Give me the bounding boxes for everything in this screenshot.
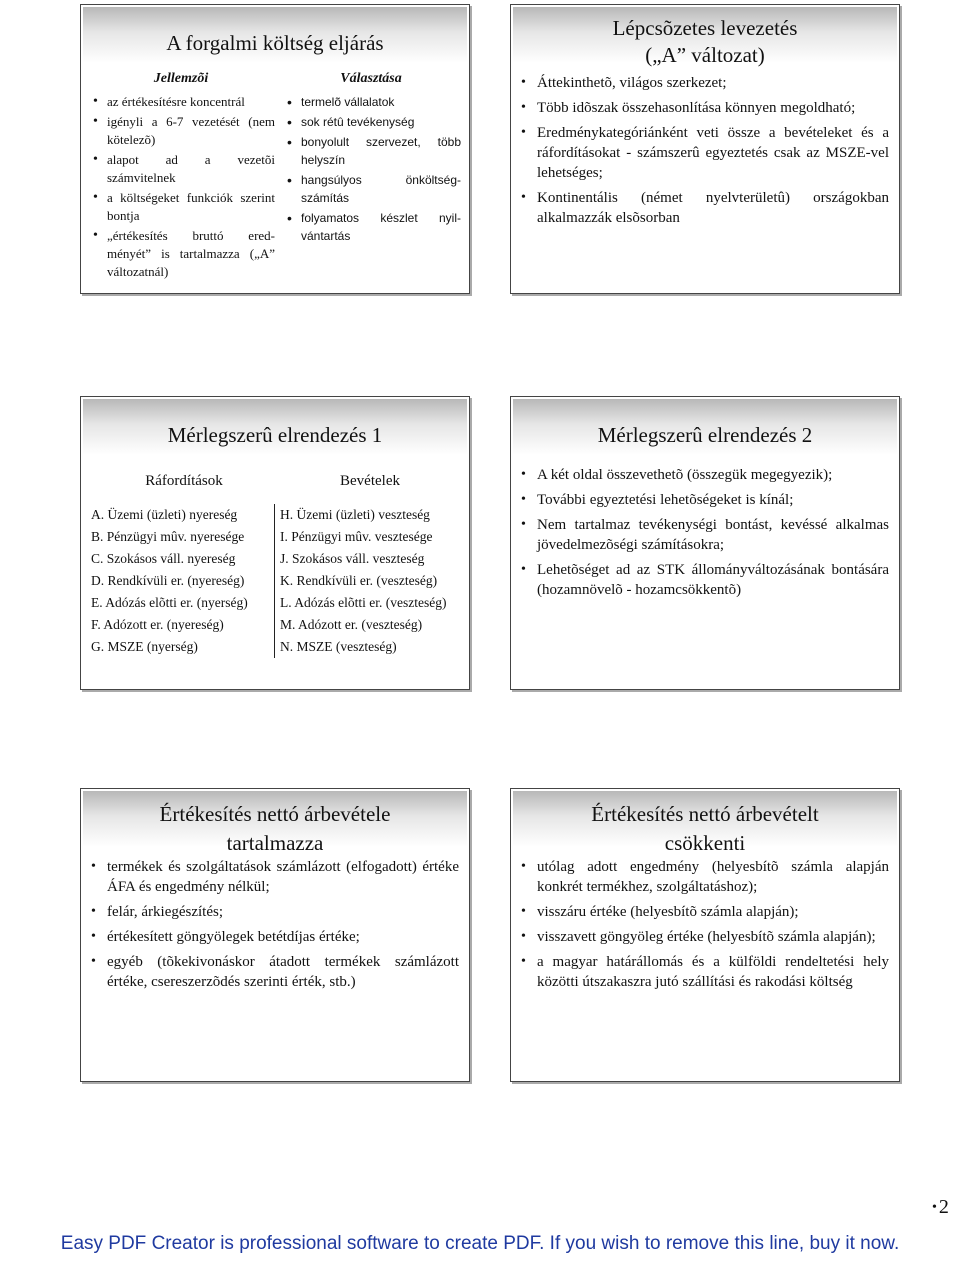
- list-item: • sok rétû tevékenység: [281, 113, 461, 131]
- title-line: tartalmazza: [226, 831, 324, 855]
- table-row: E. Adózás elõtti er. (nyerség): [91, 595, 248, 610]
- table-row: D. Rendkívüli er. (nyereség): [91, 573, 245, 588]
- revenues-column: [280, 504, 463, 658]
- table-row: B. Pénzügyi mûv. nyeresége: [91, 529, 245, 544]
- column-heading: Választása: [340, 71, 402, 86]
- slide-netto-arbevetel-tartalmazza: [80, 788, 470, 1082]
- page-number-value: 2: [938, 1196, 949, 1218]
- expenses-column: [91, 504, 275, 658]
- list-item: • az értékesítésre koncentrál: [87, 93, 275, 111]
- table-row: J. Szokásos váll. veszteség: [280, 551, 425, 566]
- table-row: H. Üzemi (üzleti) veszteség: [280, 507, 430, 522]
- list-item: • Áttekinthetõ, világos szerkezet;: [515, 73, 889, 93]
- list-item: • alapot ad a vezetõi számvitelnek: [87, 151, 275, 187]
- slide-lepcsozetes: [510, 4, 900, 294]
- slide-title: Mérlegszerû elrendezés 1: [167, 423, 383, 447]
- list-item: • hangsúlyos önköltség-számítás: [281, 171, 461, 207]
- title-line: Értékesítés nettó árbevétele: [159, 802, 391, 826]
- page-number: [932, 1196, 949, 1219]
- list-item: • bonyolult szervezet, több helyszín: [281, 133, 461, 169]
- list-item: • visszavett göngyöleg értéke (helyesbítõ számla alapján);: [515, 927, 889, 947]
- list-item: • A két oldal összevethetõ (összegük megegyezik);: [515, 465, 889, 485]
- slide-title: [511, 800, 899, 858]
- list-item: • a költségeket funkciók szerint bontja: [87, 189, 275, 225]
- table-row: C. Szokásos váll. nyereség: [91, 551, 236, 566]
- list-item: • értékesített göngyölegek betétdíjas értéke;: [85, 927, 459, 947]
- list-item: • Lehetõséget ad az STK állományváltozásának bontására (hozamnövelõ - hozamcsökkentõ): [515, 560, 889, 600]
- slide-title: A forgalmi költség eljárás: [166, 31, 384, 55]
- table-row: L. Adózás elõtti er. (veszteség): [280, 595, 447, 610]
- list-item: • egyéb (tõkekivonáskor átadott termékek számlázott értéke, csereszerzõdés szerinti érték, stb.): [85, 952, 459, 992]
- slide-title: [81, 800, 469, 858]
- slide-netto-arbevetel-csokkenti: [510, 788, 900, 1082]
- list-item: • Eredménykategóriánként veti össze a bevételeket és a ráfordításokat - számszerû egyeztetés csak az MSZE-vel lehetséges;: [515, 123, 889, 183]
- column-heading: Jellemzõi: [153, 71, 209, 86]
- table-row: I. Pénzügyi mûv. vesztesége: [280, 529, 433, 544]
- bullet-icon: •: [932, 1200, 937, 1216]
- slide-merlegszeru-2: [510, 396, 900, 690]
- bullet-list: [515, 857, 889, 997]
- title-line: csökkenti: [664, 831, 746, 855]
- choice-list: [281, 93, 461, 245]
- slide-forgalmi-koltseg: [80, 4, 470, 294]
- list-item: • termékek és szolgáltatások számlázott (elfogadott) értéke ÁFA és engedmény nélkül;: [85, 857, 459, 897]
- bullet-list: [515, 73, 889, 233]
- choice-column: [281, 71, 461, 247]
- list-item: • „értékesítés bruttó ered-ményét” is tartalmazza („A” változatnál): [87, 227, 275, 281]
- title-line: Lépcsõzetes levezetés: [612, 16, 798, 40]
- list-item: • folyamatos készlet nyil-vántartás: [281, 209, 461, 245]
- list-item: • Nem tartalmaz tevékenységi bontást, kevéssé alkalmas jövedelmezõségi számításokra;: [515, 515, 889, 555]
- list-item: • a magyar határállomás és a külföldi rendeltetési hely közötti útszakaszra jutó szállítási és rakodási költség: [515, 952, 889, 992]
- list-item: • igényli a 6-7 vezetését (nem kötelezõ): [87, 113, 275, 149]
- table-row: A. Üzemi (üzleti) nyereség: [91, 507, 238, 522]
- pdf-creator-footer: Easy PDF Creator is professional software to create PDF. If you wish to remove this line, buy it now.: [60, 1233, 900, 1254]
- slide-title: [511, 15, 899, 69]
- list-item: • visszáru értéke (helyesbítõ számla alapján);: [515, 902, 889, 922]
- list-item: • Kontinentális (német nyelvterületû) országokban alkalmazzák elsõsorban: [515, 188, 889, 228]
- list-item: • termelõ vállalatok: [281, 93, 461, 111]
- slide-title: Mérlegszerû elrendezés 2: [597, 423, 813, 447]
- characteristics-column: [87, 71, 275, 283]
- bullet-list: [85, 857, 459, 997]
- list-item: • utólag adott engedmény (helyesbítõ számla alapján konkrét termékhez, szolgáltatáshoz);: [515, 857, 889, 897]
- characteristics-list: [87, 93, 275, 281]
- table-row: N. MSZE (veszteség): [280, 639, 397, 654]
- table-row: K. Rendkívüli er. (veszteség): [280, 573, 438, 588]
- table-row: M. Adózott er. (veszteség): [280, 617, 423, 632]
- list-item: • További egyeztetési lehetõségeket is kínál;: [515, 490, 889, 510]
- slide-merlegszeru-1: [80, 396, 470, 690]
- revenues-heading: Bevételek: [340, 473, 400, 489]
- list-item: • felár, árkiegészítés;: [85, 902, 459, 922]
- title-line: („A” változat): [645, 43, 765, 67]
- expenses-heading: Ráfordítások: [145, 473, 223, 489]
- bullet-list: [515, 465, 889, 605]
- account-table: [91, 473, 463, 658]
- table-row: G. MSZE (nyerség): [91, 639, 198, 654]
- list-item: • Több idõszak összehasonlítása könnyen megoldható;: [515, 98, 889, 118]
- title-line: Értékesítés nettó árbevételt: [591, 802, 819, 826]
- table-row: F. Adózott er. (nyereség): [91, 617, 224, 632]
